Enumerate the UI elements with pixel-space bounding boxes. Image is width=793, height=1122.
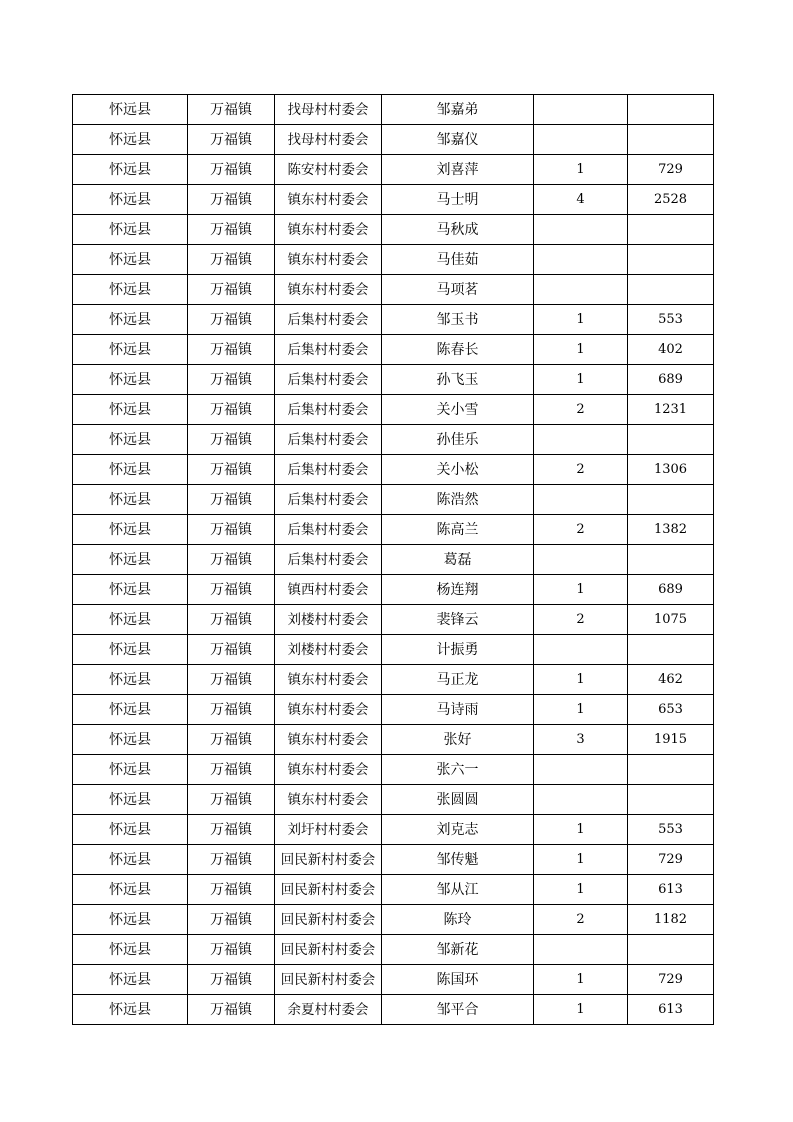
name-cell: 邹玉书 <box>382 305 534 335</box>
village-cell: 回民新村村委会 <box>275 845 382 875</box>
county-cell: 怀远县 <box>73 335 188 365</box>
name-cell: 马正龙 <box>382 665 534 695</box>
amount-cell <box>628 935 714 965</box>
count-cell <box>534 125 628 155</box>
amount-cell: 729 <box>628 155 714 185</box>
table-row <box>73 635 714 665</box>
table-row <box>73 515 714 545</box>
county-cell: 怀远县 <box>73 275 188 305</box>
village-cell: 刘楼村村委会 <box>275 635 382 665</box>
name-cell: 陈春长 <box>382 335 534 365</box>
table-row <box>73 545 714 575</box>
amount-cell: 402 <box>628 335 714 365</box>
amount-cell <box>628 635 714 665</box>
table-row <box>73 875 714 905</box>
county-cell: 怀远县 <box>73 215 188 245</box>
amount-cell: 653 <box>628 695 714 725</box>
amount-cell: 553 <box>628 305 714 335</box>
town-cell: 万福镇 <box>188 395 275 425</box>
count-cell: 1 <box>534 815 628 845</box>
count-cell: 2 <box>534 455 628 485</box>
count-cell: 2 <box>534 395 628 425</box>
village-cell: 镇东村村委会 <box>275 215 382 245</box>
town-cell: 万福镇 <box>188 845 275 875</box>
county-cell: 怀远县 <box>73 845 188 875</box>
name-cell: 马士明 <box>382 185 534 215</box>
count-cell: 1 <box>534 845 628 875</box>
count-cell <box>534 485 628 515</box>
count-cell: 2 <box>534 905 628 935</box>
village-cell: 后集村村委会 <box>275 455 382 485</box>
county-cell: 怀远县 <box>73 245 188 275</box>
amount-cell: 553 <box>628 815 714 845</box>
county-cell: 怀远县 <box>73 305 188 335</box>
town-cell: 万福镇 <box>188 965 275 995</box>
name-cell: 刘喜萍 <box>382 155 534 185</box>
amount-cell <box>628 485 714 515</box>
amount-cell <box>628 125 714 155</box>
town-cell: 万福镇 <box>188 305 275 335</box>
count-cell: 1 <box>534 965 628 995</box>
village-cell: 后集村村委会 <box>275 485 382 515</box>
town-cell: 万福镇 <box>188 935 275 965</box>
town-cell: 万福镇 <box>188 365 275 395</box>
amount-cell: 689 <box>628 365 714 395</box>
amount-cell: 1182 <box>628 905 714 935</box>
count-cell: 1 <box>534 665 628 695</box>
count-cell: 4 <box>534 185 628 215</box>
town-cell: 万福镇 <box>188 425 275 455</box>
town-cell: 万福镇 <box>188 275 275 305</box>
village-cell: 后集村村委会 <box>275 365 382 395</box>
table-row <box>73 185 714 215</box>
amount-cell: 1306 <box>628 455 714 485</box>
county-cell: 怀远县 <box>73 515 188 545</box>
town-cell: 万福镇 <box>188 575 275 605</box>
count-cell: 1 <box>534 155 628 185</box>
town-cell: 万福镇 <box>188 335 275 365</box>
table-row <box>73 95 714 125</box>
table-body <box>73 95 714 1025</box>
county-cell: 怀远县 <box>73 395 188 425</box>
county-cell: 怀远县 <box>73 125 188 155</box>
county-cell: 怀远县 <box>73 995 188 1025</box>
amount-cell <box>628 245 714 275</box>
name-cell: 马秋成 <box>382 215 534 245</box>
count-cell <box>534 635 628 665</box>
village-cell: 找母村村委会 <box>275 125 382 155</box>
table-row <box>73 125 714 155</box>
county-cell: 怀远县 <box>73 635 188 665</box>
count-cell <box>534 275 628 305</box>
count-cell: 1 <box>534 335 628 365</box>
village-cell: 镇东村村委会 <box>275 245 382 275</box>
county-cell: 怀远县 <box>73 665 188 695</box>
table-row <box>73 605 714 635</box>
amount-cell <box>628 785 714 815</box>
name-cell: 陈高兰 <box>382 515 534 545</box>
name-cell: 杨连翔 <box>382 575 534 605</box>
amount-cell: 462 <box>628 665 714 695</box>
name-cell: 张好 <box>382 725 534 755</box>
table-row <box>73 455 714 485</box>
household-table <box>72 94 714 1025</box>
count-cell <box>534 755 628 785</box>
amount-cell: 729 <box>628 965 714 995</box>
name-cell: 张六一 <box>382 755 534 785</box>
amount-cell <box>628 215 714 245</box>
county-cell: 怀远县 <box>73 455 188 485</box>
county-cell: 怀远县 <box>73 755 188 785</box>
village-cell: 后集村村委会 <box>275 305 382 335</box>
name-cell: 陈国环 <box>382 965 534 995</box>
county-cell: 怀远县 <box>73 95 188 125</box>
table-row <box>73 215 714 245</box>
amount-cell <box>628 95 714 125</box>
town-cell: 万福镇 <box>188 785 275 815</box>
count-cell: 1 <box>534 305 628 335</box>
table-row <box>73 665 714 695</box>
table-row <box>73 755 714 785</box>
table-row <box>73 995 714 1025</box>
count-cell <box>534 785 628 815</box>
county-cell: 怀远县 <box>73 365 188 395</box>
town-cell: 万福镇 <box>188 905 275 935</box>
town-cell: 万福镇 <box>188 95 275 125</box>
county-cell: 怀远县 <box>73 935 188 965</box>
amount-cell: 729 <box>628 845 714 875</box>
village-cell: 后集村村委会 <box>275 425 382 455</box>
count-cell: 1 <box>534 875 628 905</box>
village-cell: 后集村村委会 <box>275 395 382 425</box>
table-row <box>73 575 714 605</box>
town-cell: 万福镇 <box>188 995 275 1025</box>
village-cell: 找母村村委会 <box>275 95 382 125</box>
county-cell: 怀远县 <box>73 545 188 575</box>
village-cell: 镇东村村委会 <box>275 755 382 785</box>
table-row <box>73 275 714 305</box>
name-cell: 邹传魁 <box>382 845 534 875</box>
amount-cell <box>628 545 714 575</box>
table-row <box>73 845 714 875</box>
town-cell: 万福镇 <box>188 605 275 635</box>
town-cell: 万福镇 <box>188 755 275 785</box>
village-cell: 刘圩村村委会 <box>275 815 382 845</box>
village-cell: 陈安村村委会 <box>275 155 382 185</box>
town-cell: 万福镇 <box>188 545 275 575</box>
county-cell: 怀远县 <box>73 425 188 455</box>
name-cell: 邹嘉弟 <box>382 95 534 125</box>
town-cell: 万福镇 <box>188 455 275 485</box>
name-cell: 陈浩然 <box>382 485 534 515</box>
table-row <box>73 305 714 335</box>
table-row <box>73 485 714 515</box>
name-cell: 陈玲 <box>382 905 534 935</box>
count-cell: 1 <box>534 575 628 605</box>
amount-cell: 613 <box>628 995 714 1025</box>
town-cell: 万福镇 <box>188 515 275 545</box>
amount-cell: 613 <box>628 875 714 905</box>
name-cell: 邹嘉仪 <box>382 125 534 155</box>
table-row <box>73 425 714 455</box>
town-cell: 万福镇 <box>188 485 275 515</box>
town-cell: 万福镇 <box>188 245 275 275</box>
amount-cell: 2528 <box>628 185 714 215</box>
village-cell: 镇东村村委会 <box>275 785 382 815</box>
town-cell: 万福镇 <box>188 635 275 665</box>
county-cell: 怀远县 <box>73 185 188 215</box>
name-cell: 邹从江 <box>382 875 534 905</box>
count-cell <box>534 215 628 245</box>
amount-cell: 689 <box>628 575 714 605</box>
table-row <box>73 815 714 845</box>
county-cell: 怀远县 <box>73 575 188 605</box>
village-cell: 后集村村委会 <box>275 515 382 545</box>
village-cell: 刘楼村村委会 <box>275 605 382 635</box>
count-cell <box>534 245 628 275</box>
village-cell: 镇西村村委会 <box>275 575 382 605</box>
amount-cell <box>628 275 714 305</box>
name-cell: 张圆圆 <box>382 785 534 815</box>
name-cell: 关小雪 <box>382 395 534 425</box>
name-cell: 邹平合 <box>382 995 534 1025</box>
county-cell: 怀远县 <box>73 155 188 185</box>
amount-cell: 1075 <box>628 605 714 635</box>
village-cell: 镇东村村委会 <box>275 725 382 755</box>
table-row <box>73 695 714 725</box>
amount-cell: 1915 <box>628 725 714 755</box>
amount-cell <box>628 755 714 785</box>
county-cell: 怀远县 <box>73 905 188 935</box>
village-cell: 余夏村村委会 <box>275 995 382 1025</box>
town-cell: 万福镇 <box>188 695 275 725</box>
name-cell: 马诗雨 <box>382 695 534 725</box>
county-cell: 怀远县 <box>73 695 188 725</box>
county-cell: 怀远县 <box>73 485 188 515</box>
table-row <box>73 155 714 185</box>
village-cell: 镇东村村委会 <box>275 665 382 695</box>
town-cell: 万福镇 <box>188 815 275 845</box>
town-cell: 万福镇 <box>188 665 275 695</box>
table-row <box>73 965 714 995</box>
amount-cell <box>628 425 714 455</box>
village-cell: 镇东村村委会 <box>275 185 382 215</box>
count-cell <box>534 95 628 125</box>
name-cell: 马佳茹 <box>382 245 534 275</box>
count-cell: 2 <box>534 515 628 545</box>
village-cell: 回民新村村委会 <box>275 905 382 935</box>
count-cell <box>534 935 628 965</box>
count-cell: 1 <box>534 365 628 395</box>
table-row <box>73 365 714 395</box>
table-row <box>73 245 714 275</box>
name-cell: 邹新花 <box>382 935 534 965</box>
village-cell: 回民新村村委会 <box>275 965 382 995</box>
county-cell: 怀远县 <box>73 785 188 815</box>
county-cell: 怀远县 <box>73 965 188 995</box>
table-row <box>73 395 714 425</box>
village-cell: 后集村村委会 <box>275 335 382 365</box>
name-cell: 马项茗 <box>382 275 534 305</box>
count-cell: 2 <box>534 605 628 635</box>
county-cell: 怀远县 <box>73 605 188 635</box>
name-cell: 刘克志 <box>382 815 534 845</box>
name-cell: 裴锋云 <box>382 605 534 635</box>
count-cell <box>534 425 628 455</box>
name-cell: 孙飞玉 <box>382 365 534 395</box>
name-cell: 葛磊 <box>382 545 534 575</box>
table-row <box>73 725 714 755</box>
county-cell: 怀远县 <box>73 875 188 905</box>
county-cell: 怀远县 <box>73 815 188 845</box>
name-cell: 关小松 <box>382 455 534 485</box>
village-cell: 镇东村村委会 <box>275 695 382 725</box>
town-cell: 万福镇 <box>188 875 275 905</box>
table-row <box>73 335 714 365</box>
village-cell: 回民新村村委会 <box>275 875 382 905</box>
town-cell: 万福镇 <box>188 125 275 155</box>
village-cell: 后集村村委会 <box>275 545 382 575</box>
village-cell: 回民新村村委会 <box>275 935 382 965</box>
county-cell: 怀远县 <box>73 725 188 755</box>
name-cell: 计振勇 <box>382 635 534 665</box>
town-cell: 万福镇 <box>188 215 275 245</box>
village-cell: 镇东村村委会 <box>275 275 382 305</box>
count-cell <box>534 545 628 575</box>
count-cell: 3 <box>534 725 628 755</box>
amount-cell: 1231 <box>628 395 714 425</box>
name-cell: 孙佳乐 <box>382 425 534 455</box>
town-cell: 万福镇 <box>188 725 275 755</box>
table-row <box>73 905 714 935</box>
amount-cell: 1382 <box>628 515 714 545</box>
count-cell: 1 <box>534 995 628 1025</box>
town-cell: 万福镇 <box>188 155 275 185</box>
table-row <box>73 935 714 965</box>
table-row <box>73 785 714 815</box>
town-cell: 万福镇 <box>188 185 275 215</box>
count-cell: 1 <box>534 695 628 725</box>
